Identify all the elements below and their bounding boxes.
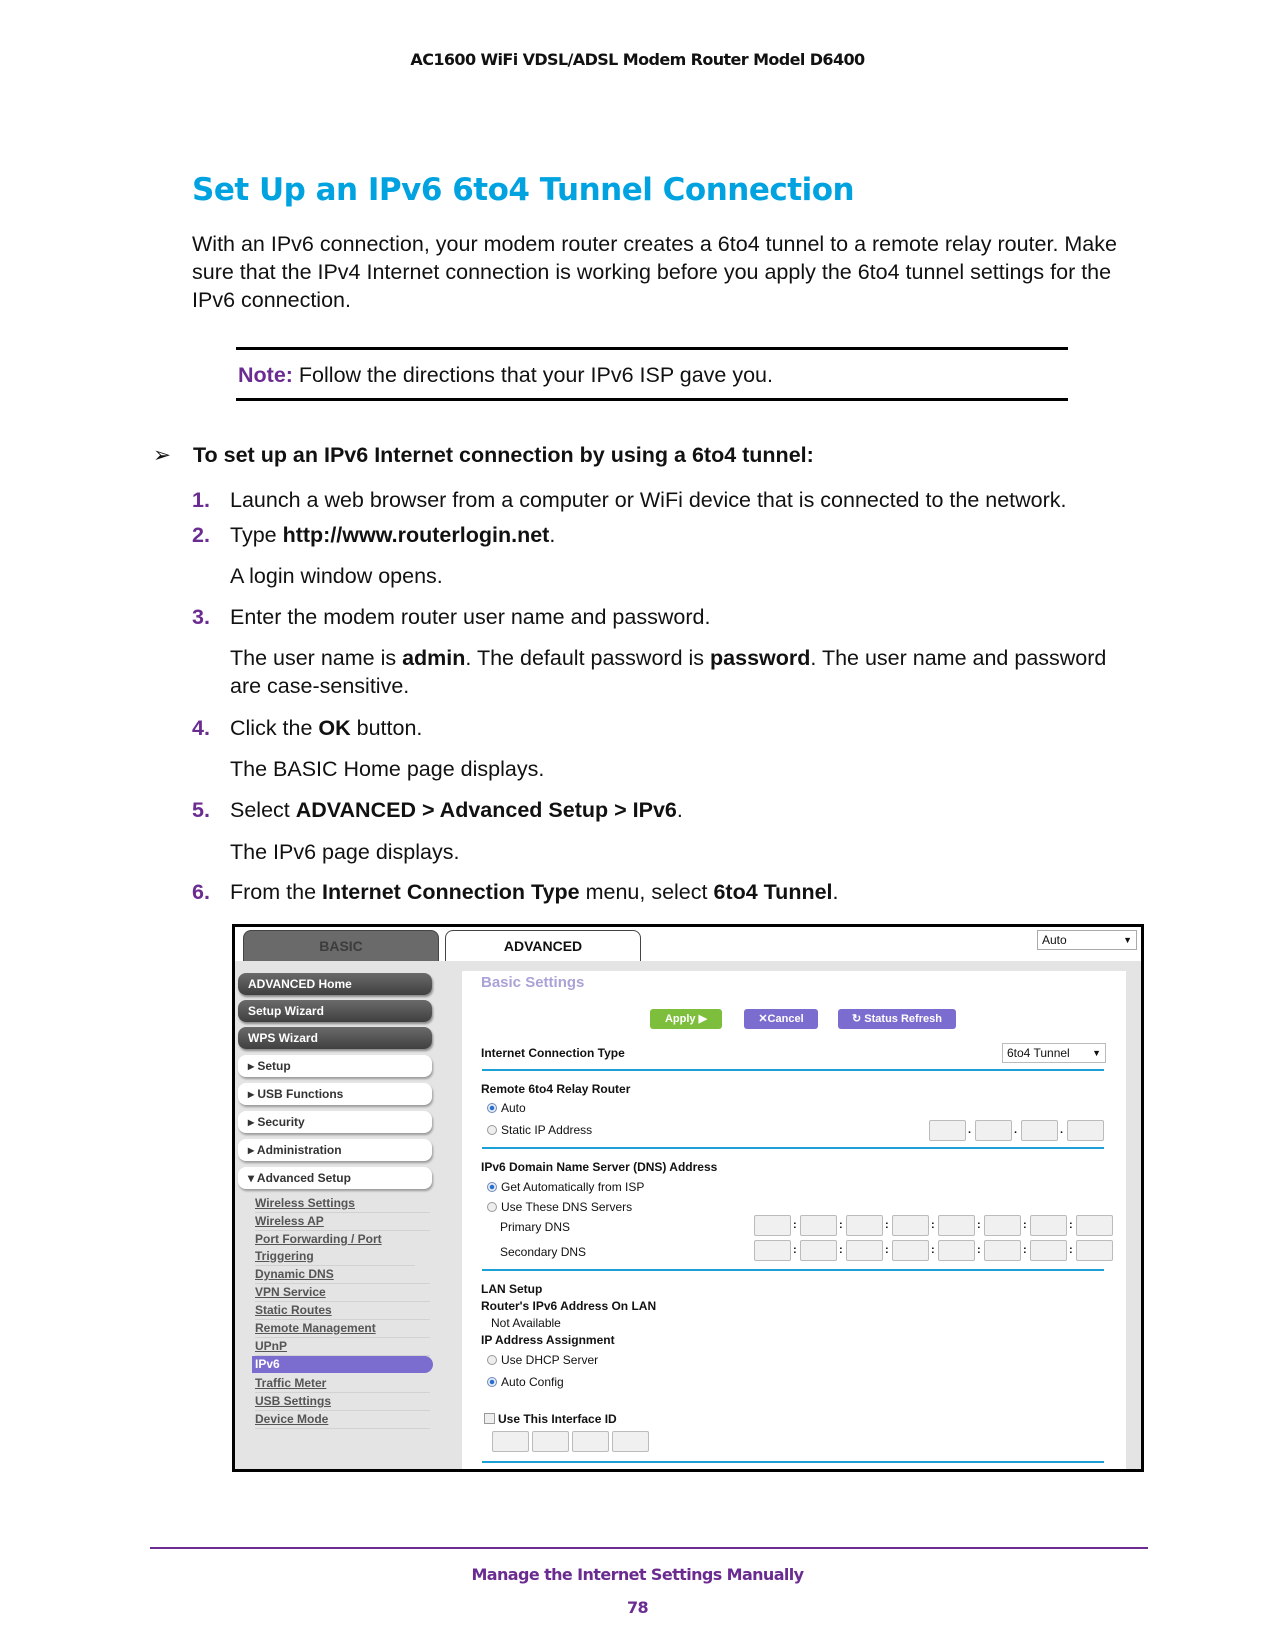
note-rule-bottom	[236, 398, 1068, 401]
static-ip-octet-input[interactable]	[929, 1120, 966, 1141]
secondary-dns-input[interactable]	[846, 1240, 883, 1261]
panel-title: Basic Settings	[481, 974, 585, 991]
sidebar-advanced-home[interactable]: ADVANCED Home	[238, 973, 432, 995]
step-text: Select	[230, 798, 296, 822]
primary-dns-input[interactable]	[892, 1215, 929, 1236]
sidebar-link-device-mode[interactable]: Device Mode	[255, 1411, 430, 1429]
step-5-result: The IPv6 page displays.	[230, 840, 460, 864]
password: password	[710, 646, 811, 670]
sidebar-administration[interactable]: ▸ Administration	[238, 1139, 432, 1161]
note	[238, 363, 773, 388]
divider	[482, 1069, 1104, 1071]
procedure-heading-text: To set up an IPv6 Internet connection by using a 6to4 tunnel:	[193, 443, 814, 467]
lan-setup-heading: LAN Setup	[481, 1282, 543, 1296]
field-separator: :	[977, 1219, 981, 1231]
step-text: Launch a web browser from a computer or WiFi device that is connected to the network.	[230, 488, 1067, 512]
tab-advanced[interactable]: ADVANCED	[445, 930, 641, 961]
router-ui-screenshot	[232, 924, 1144, 1472]
primary-dns-input[interactable]	[754, 1215, 791, 1236]
step-number: 3.	[192, 605, 210, 629]
lan-address-value: Not Available	[491, 1316, 561, 1330]
secondary-dns-input[interactable]	[892, 1240, 929, 1261]
chevron-down-icon: ▼	[1092, 1048, 1101, 1058]
secondary-dns-input[interactable]	[984, 1240, 1021, 1261]
step-text: .	[832, 880, 839, 904]
footer-rule	[150, 1547, 1148, 1549]
step-number: 5.	[192, 798, 210, 822]
sidebar-link-dynamic-dns[interactable]: Dynamic DNS	[255, 1266, 430, 1284]
connection-type-select[interactable]	[1002, 1043, 1106, 1063]
sidebar-link-wireless-settings[interactable]: Wireless Settings	[255, 1195, 430, 1213]
text: . The default password is	[465, 646, 711, 670]
step-4-result: The BASIC Home page displays.	[230, 757, 545, 781]
primary-dns-input[interactable]	[984, 1215, 1021, 1236]
note-rule-top	[236, 347, 1068, 350]
dns-manual-radio[interactable]	[487, 1200, 632, 1214]
connection-type-label: Internet Connection Type	[481, 1046, 625, 1060]
status-refresh-button[interactable]: ↻ Status Refresh	[838, 1009, 956, 1029]
step-2	[192, 523, 555, 548]
ip-assignment-heading: IP Address Assignment	[481, 1333, 615, 1347]
sidebar-link-vpn-service[interactable]: VPN Service	[255, 1284, 430, 1302]
step-text: button.	[350, 716, 423, 740]
interface-id-input[interactable]	[572, 1431, 609, 1452]
relay-router-heading: Remote 6to4 Relay Router	[481, 1082, 631, 1096]
tab-bar	[235, 927, 1141, 961]
step-number: 1.	[192, 488, 210, 512]
field-separator: :	[793, 1244, 797, 1256]
settings-panel	[462, 971, 1126, 1472]
bold-text: ADVANCED > Advanced Setup > IPv6	[295, 798, 677, 822]
primary-dns-input[interactable]	[1030, 1215, 1067, 1236]
primary-dns-label: Primary DNS	[500, 1220, 571, 1234]
secondary-dns-input[interactable]	[1076, 1240, 1113, 1261]
divider	[482, 1269, 1104, 1271]
radio-label: Use These DNS Servers	[501, 1200, 633, 1214]
chevron-down-icon: ▼	[1123, 935, 1132, 945]
radio-icon	[487, 1355, 497, 1365]
primary-dns-input[interactable]	[800, 1215, 837, 1236]
sidebar-link-ipv6[interactable]: IPv6	[252, 1356, 433, 1373]
step-3	[192, 605, 710, 630]
dns-auto-radio[interactable]	[487, 1180, 644, 1194]
field-separator: :	[1069, 1244, 1073, 1256]
relay-auto-radio[interactable]	[487, 1101, 526, 1115]
sidebar-advanced-setup[interactable]: ▾ Advanced Setup	[238, 1167, 432, 1189]
text: . The user name and password are case-sensitive.	[230, 646, 1107, 698]
page-number: 78	[626, 1598, 649, 1617]
sidebar-wps-wizard[interactable]: WPS Wizard	[238, 1027, 432, 1049]
static-ip-octet-input[interactable]	[1067, 1120, 1104, 1141]
field-separator: :	[931, 1244, 935, 1256]
primary-dns-input[interactable]	[938, 1215, 975, 1236]
step-text: .	[549, 523, 556, 547]
radio-label: Auto	[501, 1101, 526, 1115]
step-2-result: A login window opens.	[230, 564, 443, 588]
step-5	[192, 798, 683, 823]
field-separator: .	[1014, 1124, 1018, 1136]
static-ip-octet-input[interactable]	[1021, 1120, 1058, 1141]
step-3-result	[230, 644, 1110, 700]
procedure-heading	[153, 443, 814, 468]
interface-id-checkbox[interactable]	[484, 1412, 617, 1426]
url-text: http://www.routerlogin.net	[282, 523, 550, 547]
sidebar-link-usb-settings[interactable]: USB Settings	[255, 1393, 430, 1411]
sidebar-link-remote-management[interactable]: Remote Management	[255, 1320, 430, 1338]
secondary-dns-input[interactable]	[754, 1240, 791, 1261]
select-value: 6to4 Tunnel	[1007, 1046, 1070, 1060]
radio-icon	[487, 1202, 497, 1212]
intro-paragraph: With an IPv6 connection, your modem router creates a 6to4 tunnel to a remote relay router. Make sure that the IPv4 Internet connection is working before you apply the 6to4 tunnel settings for the IPv6 connection.	[192, 232, 1117, 312]
step-number: 6.	[192, 880, 210, 904]
sidebar-setup-wizard[interactable]: Setup Wizard	[238, 1000, 432, 1022]
select-value: Auto	[1042, 933, 1067, 947]
footer-chapter: Manage the Internet Settings Manually	[471, 1565, 804, 1584]
static-ip-octet-input[interactable]	[975, 1120, 1012, 1141]
lan-address-label: Router's IPv6 Address On LAN	[481, 1299, 657, 1313]
dhcp-radio[interactable]	[487, 1353, 598, 1367]
secondary-dns-input[interactable]	[800, 1240, 837, 1261]
step-text: Type	[230, 523, 283, 547]
radio-selected-icon	[487, 1103, 497, 1113]
secondary-dns-label: Secondary DNS	[500, 1245, 587, 1259]
secondary-dns-input[interactable]	[1030, 1240, 1067, 1261]
field-separator: :	[793, 1219, 797, 1231]
step-number: 4.	[192, 716, 210, 740]
primary-dns-input[interactable]	[846, 1215, 883, 1236]
sidebar-setup[interactable]: ▸ Setup	[238, 1055, 432, 1077]
step-4	[192, 716, 422, 741]
step-6	[192, 880, 839, 905]
radio-icon	[487, 1125, 497, 1135]
field-separator: :	[931, 1219, 935, 1231]
sidebar-link-upnp[interactable]: UPnP	[255, 1338, 430, 1356]
checkbox-icon	[484, 1413, 495, 1424]
field-separator: :	[839, 1219, 843, 1231]
field-separator: :	[885, 1219, 889, 1231]
step-text: Enter the modem router user name and password.	[230, 605, 711, 629]
field-separator: :	[1023, 1244, 1027, 1256]
primary-dns-input[interactable]	[1076, 1215, 1113, 1236]
step-text: menu, select	[579, 880, 714, 904]
bold-text: Internet Connection Type	[322, 880, 580, 904]
sidebar-link-static-routes[interactable]: Static Routes	[255, 1302, 430, 1320]
section-title: Set Up an IPv6 6to4 Tunnel Connection	[192, 172, 855, 208]
bold-text: OK	[318, 716, 351, 740]
apply-button[interactable]: Apply ▶	[650, 1009, 722, 1029]
note-text: Follow the directions that your IPv6 ISP gave you.	[298, 363, 773, 387]
step-text: .	[676, 798, 683, 822]
sidebar-security[interactable]: ▸ Security	[238, 1111, 432, 1133]
field-separator: .	[1060, 1124, 1064, 1136]
radio-selected-icon	[487, 1377, 497, 1387]
tab-basic[interactable]: BASIC	[243, 930, 439, 961]
cancel-button[interactable]: ✕Cancel	[744, 1009, 818, 1029]
interface-id-input[interactable]	[612, 1431, 649, 1452]
radio-label: Use DHCP Server	[501, 1353, 599, 1367]
field-separator: :	[885, 1244, 889, 1256]
field-separator: :	[839, 1244, 843, 1256]
field-separator: :	[1069, 1219, 1073, 1231]
language-select[interactable]	[1037, 930, 1137, 950]
divider	[482, 1461, 1104, 1463]
radio-label: Auto Config	[501, 1375, 564, 1389]
step-text: Click the	[230, 716, 319, 740]
sidebar-link-traffic-meter[interactable]: Traffic Meter	[255, 1375, 430, 1393]
radio-label: Get Automatically from ISP	[501, 1180, 645, 1194]
interface-id-input[interactable]	[492, 1431, 529, 1452]
username: admin	[402, 646, 466, 670]
secondary-dns-input[interactable]	[938, 1240, 975, 1261]
relay-static-radio[interactable]	[487, 1123, 592, 1137]
field-separator: :	[977, 1244, 981, 1256]
radio-selected-icon	[487, 1182, 497, 1192]
text: The user name is	[230, 646, 403, 670]
sidebar-link-port-forwarding[interactable]: Port Forwarding / Port Triggering	[255, 1231, 415, 1266]
auto-config-radio[interactable]	[487, 1375, 564, 1389]
bold-text: 6to4 Tunnel	[713, 880, 833, 904]
field-separator: :	[1023, 1219, 1027, 1231]
arrow-bullet-icon: ➢	[153, 443, 172, 467]
dns-heading: IPv6 Domain Name Server (DNS) Address	[481, 1160, 718, 1174]
sidebar	[235, 961, 460, 1472]
note-label: Note:	[238, 363, 293, 387]
running-header: AC1600 WiFi VDSL/ADSL Modem Router Model D6400	[410, 50, 865, 69]
sidebar-link-wireless-ap[interactable]: Wireless AP	[255, 1213, 430, 1231]
checkbox-label: Use This Interface ID	[498, 1412, 617, 1426]
field-separator: .	[968, 1124, 972, 1136]
step-number: 2.	[192, 523, 210, 547]
interface-id-input[interactable]	[532, 1431, 569, 1452]
step-text: From the	[230, 880, 322, 904]
step-1	[192, 488, 1067, 513]
sidebar-usb-functions[interactable]: ▸ USB Functions	[238, 1083, 432, 1105]
radio-label: Static IP Address	[501, 1123, 593, 1137]
divider	[482, 1147, 1104, 1149]
